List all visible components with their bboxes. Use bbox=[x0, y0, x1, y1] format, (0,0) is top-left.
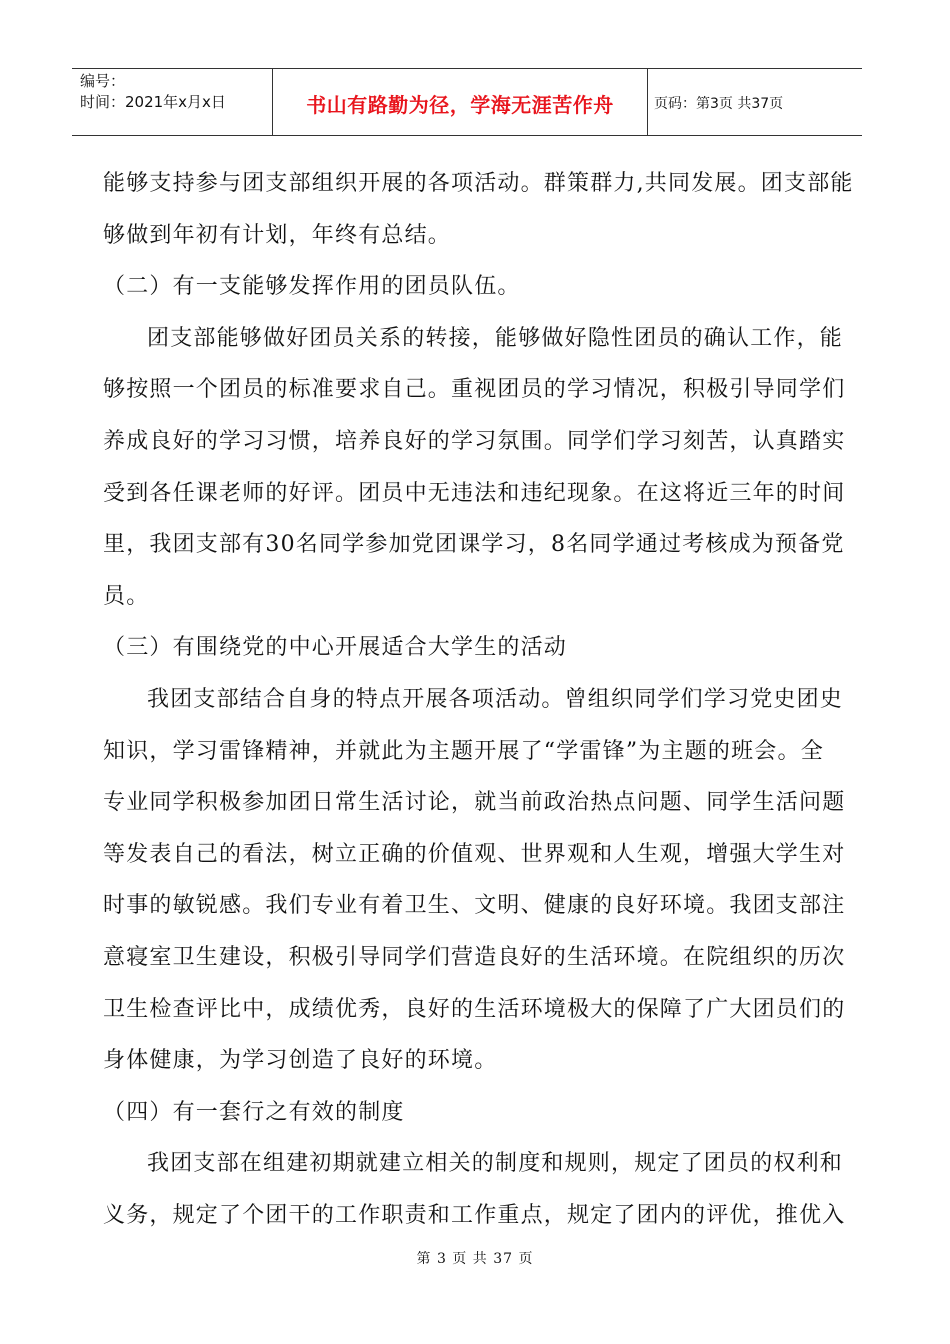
body-text-line: 专业同学积极参加团日常生活讨论，就当前政治热点问题、同学生活问题 bbox=[103, 790, 846, 816]
body-text-line: 意寝室卫生建设，积极引导同学们营造良好的生活环境。在院组织的历次 bbox=[103, 944, 846, 970]
body-text-line: 我团支部在组建初期就建立相关的制度和规则，规定了团员的权利和 bbox=[147, 1151, 844, 1177]
body-text-line: 等发表自己的看法，树立正确的价值观、世界观和人生观，增强大学生对 bbox=[103, 841, 846, 867]
body-text-line: 义务，规定了个团干的工作职责和工作重点，规定了团内的评优，推优入 bbox=[103, 1202, 846, 1228]
header-meta bbox=[80, 71, 270, 113]
body-text-line: （四）有一套行之有效的制度 bbox=[103, 1099, 405, 1125]
page-header bbox=[72, 68, 862, 136]
body-text-line: 够按照一个团员的标准要求自己。重视团员的学习情况，积极引导同学们 bbox=[103, 377, 846, 403]
body-text-line: 团支部能够做好团员关系的转接，能够做好隐性团员的确认工作，能 bbox=[147, 325, 844, 351]
page-footer: 第 3 页 共 37 页 bbox=[416, 1251, 534, 1267]
body-text-line: （二）有一支能够发挥作用的团员队伍。 bbox=[103, 274, 521, 300]
body-text-line: 受到各任课老师的好评。团员中无违法和违纪现象。在这将近三年的时间 bbox=[103, 480, 846, 506]
header-divider bbox=[647, 69, 648, 135]
body-text-line: （三）有围绕党的中心开展适合大学生的活动 bbox=[103, 635, 568, 661]
time-label: 时间：2021年x月x日 bbox=[80, 93, 226, 111]
header-slogan: 书山有路勤为径，学海无涯苦作舟 bbox=[306, 93, 614, 117]
body-text-line: 养成良好的学习习惯，培养良好的学习氛围。同学们学习刻苦，认真踏实 bbox=[103, 428, 846, 454]
body-text-line: 卫生检查评比中，成绩优秀，良好的生活环境极大的保障了广大团员们的 bbox=[103, 996, 846, 1022]
body-text-line: 我团支部结合自身的特点开展各项活动。曾组织同学们学习党史团史 bbox=[147, 686, 844, 712]
body-text-line: 知识，学习雷锋精神，并就此为主题开展了“学雷锋”为主题的班会。全 bbox=[103, 738, 824, 764]
body-text-line: 员。 bbox=[103, 583, 150, 609]
body-text-line: 身体健康，为学习创造了良好的环境。 bbox=[103, 1048, 498, 1074]
document-body bbox=[103, 158, 854, 1241]
body-text-line: 时事的敏锐感。我们专业有着卫生、文明、健康的良好环境。我团支部注 bbox=[103, 893, 846, 919]
body-text-line: 能够支持参与团支部组织开展的各项活动。群策群力,共同发展。团支部能 bbox=[103, 171, 854, 196]
serial-number-label: 编号： bbox=[80, 72, 126, 90]
body-text-line: 够做到年初有计划，年终有总结。 bbox=[103, 222, 452, 248]
header-page-code: 页码：第3页 共37页 bbox=[654, 96, 784, 112]
body-text-line: 里，我团支部有30名同学参加党团课学习，8名同学通过考核成为预备党 bbox=[103, 532, 845, 558]
